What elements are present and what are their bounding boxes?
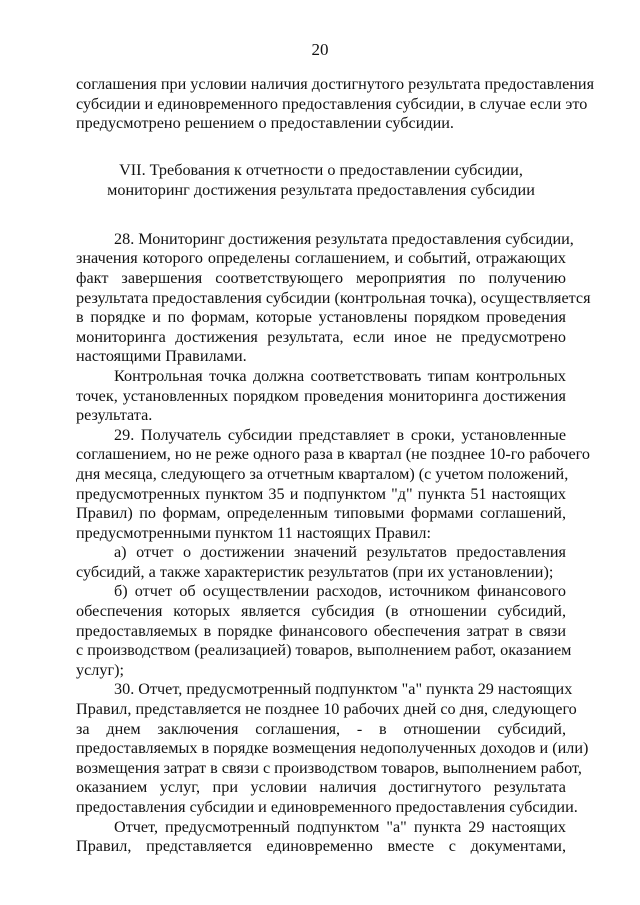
text-line: субсидий, а также характеристик результатов (при их установлении); <box>76 562 554 581</box>
text-line: обеспечения которых является субсидия (в отношении субсидий, <box>76 602 566 621</box>
text-line: оказанием услуг, при условии наличия достигнутого результата <box>76 778 566 797</box>
page-number: 20 <box>311 40 329 59</box>
text-line: с производством (реализацией) товаров, выполнением работ, оказанием <box>76 641 572 660</box>
intro-paragraph <box>76 75 595 134</box>
text-line: настоящими Правилами. <box>76 347 247 366</box>
text-line: б) отчет об осуществлении расходов, источником финансового <box>114 582 566 601</box>
text-line: предусмотренных пунктом 35 и подпунктом "д" пункта 51 настоящих <box>76 484 566 503</box>
text-line: 29. Получатель субсидии представляет в сроки, установленные <box>114 425 566 444</box>
section-heading-line: VII. Требования к отчетности о предоставлении субсидии, <box>119 160 523 179</box>
text-line: предоставляемых в порядке финансового обеспечения затрат в связи <box>76 621 566 640</box>
text-line: предоставляемых в порядке возмещения недополученных доходов и (или) <box>76 739 589 758</box>
text-line: точек, установленных порядком проведения мониторинга достижения <box>76 386 566 405</box>
paragraph-28 <box>76 229 591 367</box>
text-line: результата предоставления субсидии (контрольная точка), осуществляется <box>76 288 591 307</box>
text-line: Отчет, предусмотренный подпунктом "а" пункта 29 настоящих <box>114 817 566 836</box>
document-body <box>76 75 595 857</box>
paragraph-30-continued <box>76 818 566 857</box>
text-line: а) отчет о достижении значений результатов предоставления <box>114 543 566 562</box>
text-line: предусмотренными пунктом 11 настоящих Правил: <box>76 523 431 542</box>
text-line: субсидии и единовременного предоставления субсидии, в случае если это <box>76 94 588 113</box>
text-line: Правил) по формам, определенным типовыми формами соглашений, <box>76 504 566 523</box>
text-line: за днем заключения соглашения, - в отношении субсидий, <box>76 719 566 738</box>
text-line: предусмотрено решением о предоставлении субсидии. <box>76 114 454 133</box>
text-line: Правил, представляется единовременно вместе с документами, <box>76 837 566 856</box>
text-line: дня месяца, следующего за отчетным кварталом) (с учетом положений, <box>76 464 569 483</box>
text-line: в порядке и по формам, которые установлены порядком проведения <box>76 308 566 327</box>
paragraph-29b <box>76 582 572 680</box>
text-line: соглашения при условии наличия достигнутого результата предоставления <box>76 75 595 93</box>
text-line: услуг); <box>76 660 124 679</box>
text-line: результата. <box>76 406 153 425</box>
section-heading-line: мониторинг достижения результата предоставления субсидии <box>107 180 535 199</box>
text-line: факт завершения соответствующего мероприятия по получению <box>76 268 566 287</box>
paragraph-30 <box>76 680 589 817</box>
text-line: мониторинга достижения результата, если иное не предусмотрено <box>76 327 566 346</box>
paragraph-29 <box>76 425 590 544</box>
text-line: Контрольная точка должна соответствовать типам контрольных <box>114 366 566 385</box>
section-heading <box>76 160 566 200</box>
text-line: предоставления субсидии и единовременного предоставления субсидии. <box>76 798 578 816</box>
text-line: соглашением, но не реже одного раза в квартал (не позднее 10-го рабочего <box>76 445 590 464</box>
text-line: 28. Мониторинг достижения результата предоставления субсидии, <box>114 229 574 248</box>
paragraph-control-point <box>76 367 566 426</box>
paragraph-29a <box>76 543 566 582</box>
text-line: значения которого определены соглашением, и событий, отражающих <box>76 249 566 268</box>
text-line: Правил, представляется не позднее 10 рабочих дней со дня, следующего <box>76 700 577 719</box>
text-line: возмещения затрат в связи с производством товаров, выполнением работ, <box>76 758 582 777</box>
text-line: 30. Отчет, предусмотренный подпунктом "а" пункта 29 настоящих <box>114 680 573 699</box>
